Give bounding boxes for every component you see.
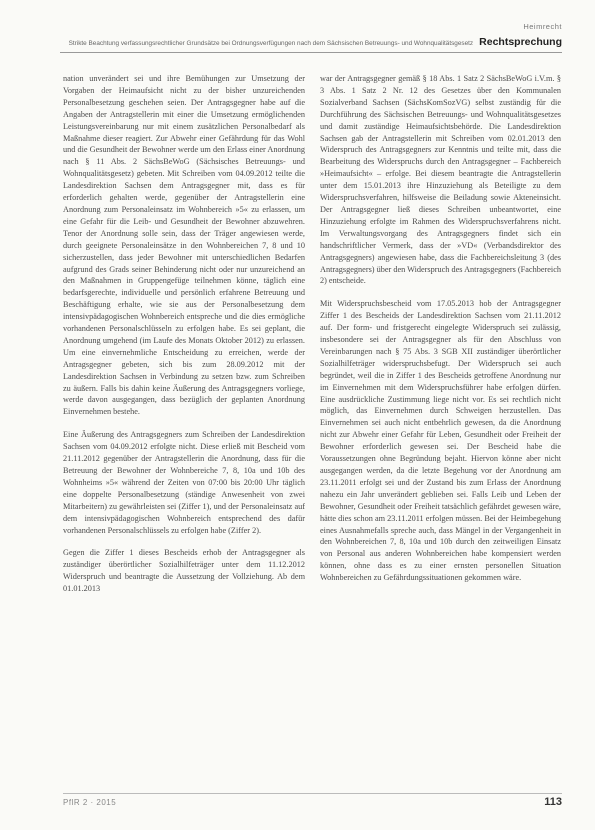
page-footer bbox=[63, 793, 562, 809]
paragraph: Eine Äußerung des Antragsgegners zum Schreiben der Landesdirektion Sachsen vom 04.09.2012 erfolgte nicht. Diese erließ mit Bescheid vom 21.11.2012 gegenüber der Antragstellerin die Anordnung, dass für die Betreuung der Bewohner der Wohnbereiche 7, 8, 10a und 10b des Wohnheims »5« während der Zeiten von 07:00 bis 20:00 Uhr täglich eine doppelte Personalbesetzung (ständige Anwesenheit von zwei Mitarbeitern) zu gewährleisten sei (Ziffer 1), und der Personaleinsatz auf dem intensivpädagogischen Wohnbereich entsprechend des dafür vorhandenen Personalschlüssels zu erfolgen habe (Ziffer 2). bbox=[63, 430, 305, 535]
paragraph: nation unverändert sei und ihre Bemühungen zur Umsetzung der Vorgaben der Heimaufsicht nicht zu der bisher unzureichenden Personalbesetzung geschehen seien. Der Antragsgegner habe auf die Angaben der Antragstellerin mit einer die Umsetzung ermöglichenden Leistungsvereinbarung nur mit einem zusätzlichen Personalbedarf als Maßnahme dieser reagiert. Zur Abwehr einer Gefährdung für das Wohl und die Gesundheit der Bewohner werde um den Erlass einer Anordnung nach § 11 Abs. 2 SächsBeWoG (Sächsisches Betreuungs- und Wohnqualitätsgesetz) gebeten. Mit Schreiben vom 04.09.2012 teilte die Landesdirektion Sachsen dem Antragsgegner mit, dass es für erforderlich gehalten werde, gegenüber der Antragstellerin eine Anordnung zum Personaleinsatz im Wohnbereich »5« zu erlassen, um eine Gefahr für die Leib- und Gesundheit der Bewohner abzuwehren. Tenor der Anordnung solle sein, dass der Träger angewiesen werde, durch geeignete Personaleinsätze in den Wohnbereichen 7, 8 und 10 sicherzustellen, dass jeder Bewohner mit unterschiedlichen Bedarfen aufgrund des Grads seiner Behinderung nicht oder nur unzureichend an den Maßnahmen in Gruppengefüge teilnehmen könne, täglich eine bedarfsgerechte, individuelle und persönlich erfahrene Betreuung und Beschäftigung erhalte, wie sie aus der Personalbesetzung dem intensivpädagogischen Wohnbereich entspreche und die dies ermögliche vorhandenen Personalschlüsseln zu erfolgen habe. Es sei geplant, die Anordnung umgehend (im Laufe des Monats Oktober 2012) zu erlassen. Um eine einvernehmliche Entscheidung zu erreichen, werde der Antragsgegner gebeten, sich bis zum 28.09.2012 mit der Landesdirektion Sachsen in Verbindung zu setzen bzw. zum Schreiben zu äußern. Falls bis dahin keine Äußerung des Antragsgegners vorliege, werde davon ausgegangen, dass bezüglich der geplanten Anordnung Einvernehmen bestehe. bbox=[63, 74, 305, 417]
page-number: 113 bbox=[544, 796, 562, 808]
rubric-title: Rechtsprechung bbox=[479, 36, 562, 48]
journal-issue: PflR 2 · 2015 bbox=[63, 798, 117, 807]
right-column bbox=[320, 73, 561, 584]
paragraph: war der Antragsgegner gemäß § 18 Abs. 1 Satz 2 SächsBeWoG i.V.m. § 3 Abs. 1 Satz 2 Nr. 12 des Gesetzes über den Kommunalen Sozialverband Sachsen (SächsKomSozVG) selbst zuständig für die Durchführung des Sächsischen Betreuungs- und Wohnqualitätsgesetzes und damit zuständige Heimaufsichtsbehörde. Die Landesdirektion Sachsen gab der Antragstellerin mit Schreiben vom 02.01.2013 den Widerspruch des Antragsgegners zur Kenntnis und teilte mit, dass die Bearbeitung des Widerspruchs durch den Antragsgegner – Fachbereich »Heimaufsicht« – erfolge. Bei diesem beantragte die Antragstellerin unter dem 15.01.2013 ihre Hinzuziehung als Beteiligte zu dem Widerspruchsverfahren, hilfsweise die Beiladung sowie Akteneinsicht. Der Antragsgegner ließ dieses Schreiben unbeantwortet, eine Hinzuziehung erfolgte im Rahmen des Widerspruchsverfahrens nicht. Im Verwaltungsvorgang des Antragsgegners findet sich ein handschriftlicher Vermerk, dass der »VD« (Verbandsdirektor des Antragsgegners) angewiesen habe, dass die Fachbereichsleitung 3 (des Antragsgegners) über den Widerspruch des Antragsgegners (Fachbereich 2) entscheide. bbox=[320, 74, 561, 286]
section-tag: Heimrecht bbox=[523, 22, 562, 31]
paragraph: Mit Widerspruchsbescheid vom 17.05.2013 hob der Antragsgegner Ziffer 1 des Bescheids der Landesdirektion Sachsen vom 21.11.2012 auf. Der form- und fristgerecht eingelegte Widerspruch sei zulässig, insbesondere sei der Antragsgegner als für den Abschluss von Vereinbarungen nach § 75 Abs. 3 SGB XII zuständiger überörtlicher Sozialhilfeträger widerspruchsbefugt. Der Widerspruch sei auch begründet, weil die in Ziffer 1 des Bescheids getroffene Anordnung nur im Einvernehmen mit dem Widerspruchsführer habe erfolgen dürfen. Eine ausdrückliche Zustimmung liege nicht vor. Es sei rechtlich nicht möglich, das Einvernehmen durch Schweigen herzustellen. Das Einvernehmen sei auch nicht entbehrlich gewesen, da die Anordnung nicht zur Abwehr einer Gefahr für Leben, Gesundheit oder Freiheit der Bewohner erforderlich gewesen sei. Der Bescheid habe die Voraussetzungen ohne Begründung bejaht. Hiervon könne aber nicht ausgegangen werden, da die letzte Begehung vor der Anordnung am 23.11.2011 erfolgt sei und der Zustand bis zum Erlass der Anordnung nahezu ein Jahr unverändert geblieben sei. Falls Leib und Leben der Bewohner, Gesundheit oder Freiheit tatsächlich gefährdet gewesen wäre, hätte dies schon am 23.11.2011 erfolgen müssen. Bei der Heimbegehung eines Ausnahmefalls spreche auch, dass Mängel in der Vergangenheit in den Wohnbereichen 7, 8, 10a und 10b durch den zeitweiligen Einsatz von Personal aus anderen Wohnbereichen habe kompensiert werden können, ohne dass es zu einer ernsten personellen Situation Wohnbereichen zu Gefährdungssituationen gekommen wäre. bbox=[320, 299, 561, 583]
running-head-topic: Strikte Beachtung verfassungsrechtlicher Grundsätze bei Ordnungsverfügungen nach dem Sächsischen Betreuungs- und Wohnqualitätsgesetz bbox=[68, 40, 474, 47]
paragraph: Gegen die Ziffer 1 dieses Bescheids erhob der Antragsgegner als zuständiger überörtlicher Sozialhilfeträger unter dem 11.12.2012 Widerspruch und beantragte die Aussetzung der Vollziehung. Ab dem 01.01.2013 bbox=[63, 548, 305, 594]
left-column bbox=[63, 73, 305, 595]
page-header bbox=[40, 22, 562, 60]
header-rule bbox=[60, 52, 562, 53]
footer-rule bbox=[63, 793, 562, 794]
running-head bbox=[60, 36, 562, 48]
